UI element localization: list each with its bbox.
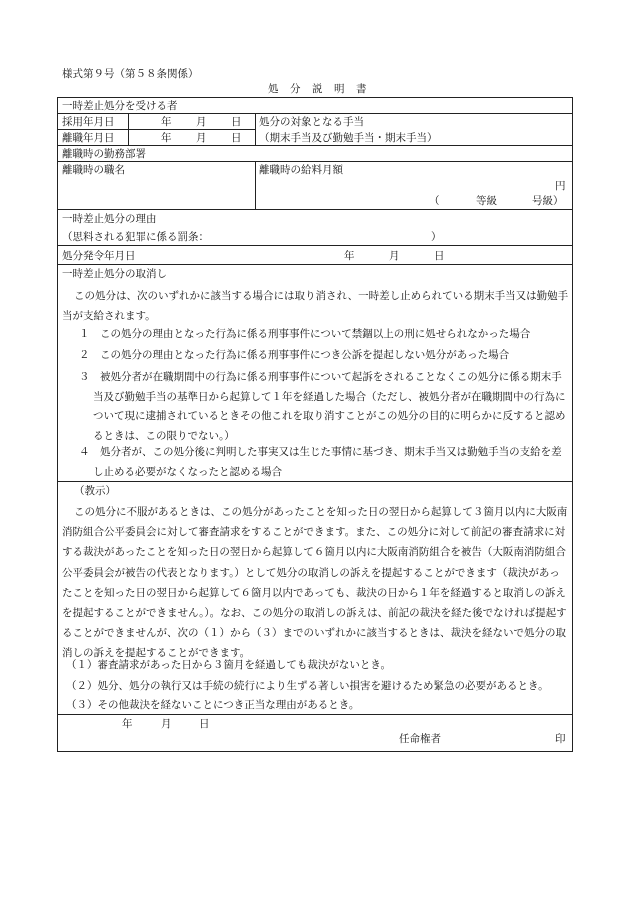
issue-year: 年 [344,250,355,262]
department-label: 離職時の勤務部署 [62,148,146,160]
seal-mark: 印 [555,733,566,745]
authority-label: 任命権者 [399,733,441,745]
notice-item-2: （２）処分、処分の執行又は手続の続行により生ずる著しい損害を避けるため緊急の必要があるとき。 [66,680,549,692]
leave-date-label: 離職年月日 [62,132,115,144]
leave-year: 年 [161,132,172,144]
cancellation-label: 一時差止処分の取消し [62,268,167,280]
grade-unit: 等級 [476,195,497,207]
reason-label: 一時差止処分の理由 [62,213,157,225]
notice-label: （教示） [74,485,116,497]
target-allowance-label: 処分の対象となる手当 [259,116,364,128]
grade-open-paren: （ [429,195,440,207]
hire-day: 日 [231,116,242,128]
cancellation-item-3: ３ 被処分者が在職期間中の行為に係る刑事事件について起訴をされることなくこの処分に係る期末手当及び勤勉手当の基準日から起算して１年を経過した場合（ただし、被処分者が在職期間中の行為について現に逮捕されているときその他これを取り消すことがこの処分の目的に明らかに反すると認めるときは、この限りでない。） [79,371,566,442]
leave-day: 日 [231,132,242,144]
notice-body: この処分に不服があるときは、この処分があったことを知った日の翌日から起算して３箇月以内に大阪南消防組合公平委員会に対して審査請求をすることができます。また、この処分に対して前記の審査請求に対する裁決があったことを知った日の翌日から起算して６箇月以内に大阪南消防組合を被告（大阪南消防組合公平委員会が被告の代表となります。）として処分の取消しの訴えを提起することができます（裁決があったことを知った日の翌日から起算して６箇月以内であっても、裁決の日から１年を経過すると取消しの訴えを提起することができません。）。なお、この処分の取消しの訴えは、前記の裁決を経た後でなければ提起することができませんが、次の（１）から（３）までのいずれかに該当するときは、裁決を経ないで処分の取消しの訴えを提起することができます。 [62,506,568,660]
step-unit: 号級） [532,195,564,207]
notice-item-3: （３）その他裁決を経ないことにつき正当な理由があるとき。 [66,699,360,711]
leave-month: 月 [196,132,207,144]
salary-label: 離職時の給料月額 [259,164,343,176]
hire-month: 月 [196,116,207,128]
issue-date-label: 処分発令年月日 [62,250,136,262]
issue-month: 月 [389,250,400,262]
form-number: 様式第９号（第５８条関係） [62,68,199,80]
reason-detail: （思料される犯罪に係る罰条： [62,231,209,243]
notice-item-1: （１）審査請求があった日から３箇月を経過しても裁決がないとき。 [66,659,391,671]
hire-date-label: 採用年月日 [62,116,115,128]
footer-year: 年 [122,718,133,730]
position-label: 離職時の職名 [62,164,125,176]
document-title: 処 分 説 明 書 [268,83,367,95]
cancellation-intro: この処分は、次のいずれかに該当する場合には取り消され、一時差し止められている期末手当又は勤勉手当が支給されます。 [62,290,569,323]
yen-unit: 円 [555,180,566,192]
cancellation-item-1: １ この処分の理由となった行為に係る刑事事件について禁錮以上の刑に処せられなかった場合 [79,328,531,340]
footer-month: 月 [161,718,172,730]
target-allowance-detail: （期末手当及び勤勉手当・期末手当） [259,132,438,144]
subject-label: 一時差止処分を受ける者 [62,100,178,112]
reason-close-paren: ） [431,231,442,243]
issue-day: 日 [434,250,445,262]
cancellation-item-4: ４ 処分者が、この処分後に判明した事実又は生じた事情に基づき、期末手当又は勤勉手当の支給を差し止める必要がなくなったと認める場合 [79,446,562,478]
footer-day: 日 [199,718,210,730]
cancellation-item-2: ２ この処分の理由となった行為に係る刑事事件につき公訴を提起しない処分があった場合 [79,349,510,361]
hire-year: 年 [161,116,172,128]
